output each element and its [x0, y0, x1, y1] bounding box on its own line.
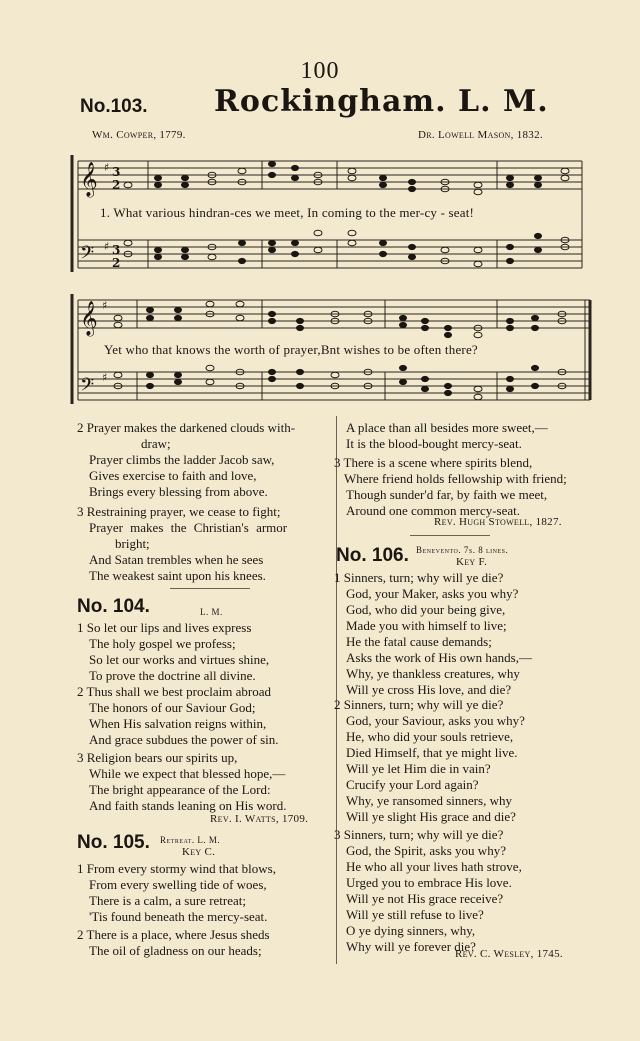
verse-line: There is a calm, a sure retreat; [89, 893, 246, 908]
verse-line: Prayer climbs the ladder Jacob saw, [89, 452, 275, 467]
verse-line: 3 Sinners, turn; why will ye die? [334, 827, 504, 842]
verse-line: And faith stands leaning on His word. [89, 798, 287, 813]
svg-text:2: 2 [112, 256, 121, 270]
hymn-105-tune: Retreat. L. M. [160, 835, 221, 845]
verse-line: 3 Restraining prayer, we cease to fight; [77, 504, 281, 519]
verse-line: 2 Thus shall we best proclaim abroad [77, 684, 271, 699]
verse-line: The honors of our Saviour God; [89, 700, 256, 715]
verse-line: Urged you to embrace His love. [346, 875, 512, 890]
verse-line: 3 Religion bears our spirits up, [77, 750, 238, 765]
verse-line: 2 Prayer makes the darkened clouds with- [77, 420, 296, 435]
verse-line: The oil of gladness on our heads; [89, 943, 262, 958]
verse-line: Though sunder'd far, by faith we meet, [346, 487, 548, 502]
hymn-103-music-credit: Dr. Lowell Mason, 1832. [418, 129, 543, 141]
verse-line: When His salvation reigns within, [89, 716, 267, 731]
verse-line: Brings every blessing from above. [89, 484, 268, 499]
system-1-bass-staff [78, 240, 582, 268]
hymn-103-verse-2 [77, 420, 295, 500]
verse-line: 1 From every stormy wind that blows, [77, 861, 276, 876]
svg-text:𝄞: 𝄞 [80, 301, 98, 336]
verse-line: He the fatal cause demands; [346, 634, 492, 649]
verse-line: God, the Spirit, asks you why? [346, 843, 506, 858]
hymn-104-number: No. 104. [77, 596, 150, 617]
verse-line: God, your Maker, asks you why? [346, 586, 519, 601]
verse-line: 'Tis found beneath the mercy-seat. [89, 909, 268, 924]
hymn-106-tune: Benevento. 7s. 8 lines. [416, 545, 509, 555]
hymn-104-verse-3 [77, 750, 287, 814]
hymn-106-author: Rev. C. Wesley, 1745. [455, 948, 563, 960]
verse-line: The bright appearance of the Lord: [89, 782, 271, 797]
verse-line: The weakest saint upon his knees. [89, 568, 266, 583]
svg-text:2: 2 [112, 178, 121, 192]
svg-text:♯: ♯ [104, 161, 110, 174]
verse-line: The holy gospel we profess; [89, 636, 236, 651]
verse-line: And grace subdues the power of sin. [89, 732, 279, 747]
svg-text:♯: ♯ [102, 299, 108, 312]
hymn-103-number: No.103. [80, 96, 148, 117]
verse-line: draw; [141, 436, 171, 451]
hymn-103-title: Rockingham. L. M. [214, 84, 549, 119]
hymn-104-verse-2 [77, 684, 279, 748]
svg-text:3: 3 [112, 243, 121, 257]
verse-line: So let our works and virtues shine, [89, 652, 270, 667]
verse-line: While we expect that blessed hope,— [89, 766, 286, 781]
verse-line: Will ye still refuse to live? [346, 907, 484, 922]
verse-line: He, who did your souls retrieve, [346, 729, 514, 744]
svg-text:𝄢: 𝄢 [80, 375, 95, 400]
verse-line: God, who did your being give, [346, 602, 506, 617]
hymn-105-verse-1 [77, 861, 276, 925]
hymn-105-key: Key C. [182, 846, 216, 858]
hymn-106-verse-3 [334, 827, 522, 955]
svg-text:♯: ♯ [102, 371, 108, 384]
verse-line: It is the blood-bought mercy-seat. [346, 436, 522, 451]
verse-line: Why, ye thankless creatures, why [346, 666, 520, 681]
hymn-106-key: Key F. [456, 556, 488, 568]
page-number: 100 [300, 58, 340, 84]
hymn-104-verse-1 [77, 620, 269, 684]
hymn-103-verse-5 [334, 455, 567, 519]
verse-line: Why, ye ransomed sinners, why [346, 793, 512, 808]
verse-line: Crucify your Lord again? [346, 777, 479, 792]
hymn-105-verse-2 [77, 927, 270, 959]
hymn-103-author-end: Rev. Hugh Stowell, 1827. [434, 516, 562, 528]
lyric-line-1: 1. What various hindran-ces we meet, In coming to the mer-cy - seat! [100, 205, 475, 220]
hymn-104-author: Rev. I. Watts, 1709. [210, 813, 309, 825]
verse-line: O ye dying sinners, why, [346, 923, 476, 938]
verse-line: Will ye let Him die in vain? [346, 761, 491, 776]
verse-line: 2 There is a place, where Jesus sheds [77, 927, 270, 942]
svg-text:♯: ♯ [104, 240, 110, 253]
verse-line: Around one common mercy-seat. [346, 503, 521, 518]
verse-line: Made you with himself to live; [346, 618, 507, 633]
hymn-103-words-credit: Wm. Cowper, 1779. [92, 129, 186, 141]
verse-line: Will ye cross His love, and die? [346, 682, 512, 697]
hymn-106-verse-1 [334, 570, 532, 698]
verse-line: Asks the work of His own hands,— [346, 650, 532, 665]
verse-line: Why will ye forever die? [346, 939, 476, 954]
verse-line: And Satan trembles when he sees [89, 552, 264, 567]
hymn-103-verse-4 [346, 420, 548, 452]
verse-line: Will ye not His grace receive? [346, 891, 504, 906]
verse-line: He who all your lives hath strove, [346, 859, 522, 874]
verse-line: bright; [115, 536, 150, 551]
svg-text:3: 3 [112, 165, 121, 179]
verse-line: 1 So let our lips and lives express [77, 620, 252, 635]
verse-line: From every swelling tide of woes, [89, 877, 267, 892]
hymn-106-verse-2 [334, 697, 525, 825]
verse-line: 3 There is a scene where spirits blend, [334, 455, 533, 470]
hymn-105-number: No. 105. [77, 832, 150, 853]
hymn-104-meter: L. M. [200, 607, 223, 617]
hymn-103-verse-3 [77, 504, 287, 584]
verse-line: A place than all besides more sweet,— [346, 420, 548, 435]
lyric-line-2: Yet who that knows the worth of prayer,Bnt wishes to be often there? [104, 342, 478, 357]
verse-line: God, your Saviour, asks you why? [346, 713, 525, 728]
hymn-106-number: No. 106. [336, 545, 409, 566]
divider [410, 535, 490, 536]
verse-line: Prayer makes the Christian's armor [89, 520, 288, 535]
verse-line: 1 Sinners, turn; why will ye die? [334, 570, 504, 585]
divider [170, 588, 250, 589]
svg-text:𝄞: 𝄞 [80, 162, 98, 197]
verse-line: Gives exercise to faith and love, [89, 468, 257, 483]
verse-line: 2 Sinners, turn; why will ye die? [334, 697, 504, 712]
verse-line: Died Himself, that ye might live. [346, 745, 518, 760]
system-2-bass-staff [78, 372, 590, 400]
verse-line: Will ye slight His grace and die? [346, 809, 516, 824]
svg-text:𝄢: 𝄢 [80, 243, 95, 268]
verse-line: To prove the doctrine all divine. [89, 668, 256, 683]
verse-line: Where friend holds fellowship with friend; [344, 471, 567, 486]
